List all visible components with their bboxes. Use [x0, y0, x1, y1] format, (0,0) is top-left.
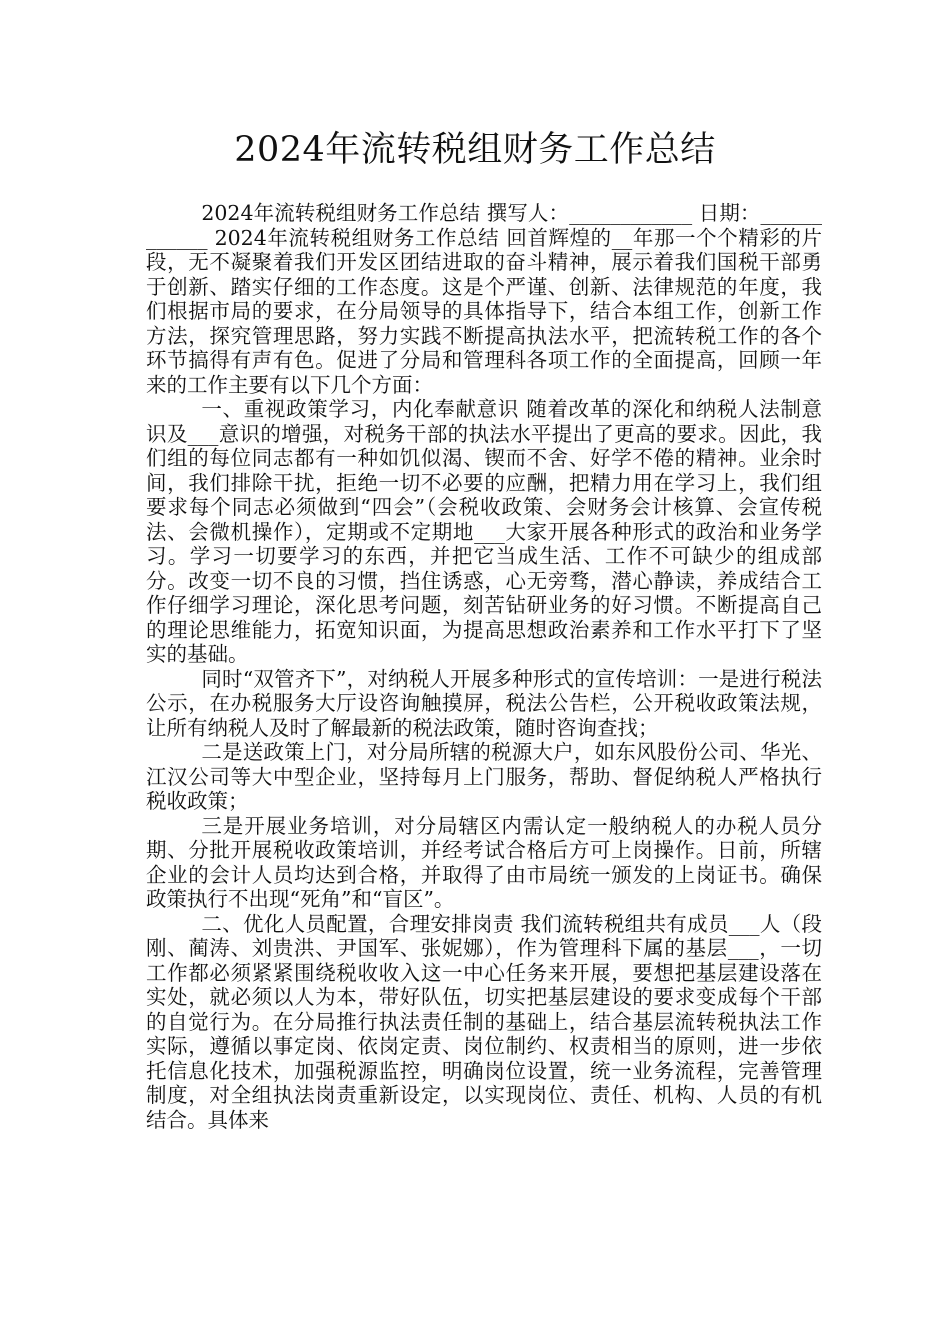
paragraph-policy-delivery: 二是送政策上门，对分局所辖的税源大户，如东风股份公司、华光、江汉公司等大中型企业，坚持每月上门服务，帮助、督促纳税人严格执行税收政策；	[146, 740, 822, 813]
document-body	[146, 201, 822, 1132]
paragraph-section-two: 二、优化人员配置，合理安排岗责 我们流转税组共有成员___人（段刚、蔺涛、刘贵洪、尹国军、张妮娜），作为管理科下属的基层___，一切工作都必须紧紧围绕税收收入这一中心任务来开展，要想把基层建设落在实处，就必须以人为本，带好队伍，切实把基层建设的要求变成每个干部的自觉行为。在分局推行执法责任制的基础上，结合基层流转税执法工作实际，遵循以事定岗、依岗定责、岗位制约、权责相当的原则，进一步依托信息化技术，加强税源监控，明确岗位设置，统一业务流程，完善管理制度，对全组执法岗责重新设定，以实现岗位、责任、机构、人员的有机结合。具体来	[146, 911, 822, 1132]
paragraph-intro: 2024年流转税组财务工作总结 撰写人：____________ 日期：____________ 2024年流转税组财务工作总结 回首辉煌的__年那一个个精彩的片段，无不凝聚着我们开发区团结进取的奋斗精神，展示着我们国税干部勇于创新、踏实仔细的工作态度。这是个严谨、创新、法律规范的年度，我们根据市局的要求，在分局领导的具体指导下，结合本组工作，创新工作方法，探究管理思路，努力实践不断提高执法水平，把流转税工作的各个环节搞得有声有色。促进了分局和管理科各项工作的全面提高，回顾一年来的工作主要有以下几个方面：	[146, 201, 822, 397]
paragraph-training: 三是开展业务培训，对分局辖区内需认定一般纳税人的办税人员分期、分批开展税收政策培训，并经考试合格后方可上岗操作。日前，所辖企业的会计人员均达到合格，并取得了由市局统一颁发的上岗证书。确保政策执行不出现“死角”和“盲区”。	[146, 813, 822, 911]
document-title: 2024年流转税组财务工作总结	[234, 130, 716, 170]
paragraph-propaganda: 同时“双管齐下”，对纳税人开展多种形式的宣传培训：一是进行税法公示，在办税服务大厅设咨询触摸屏，税法公告栏，公开税收政策法规，让所有纳税人及时了解最新的税法政策，随时咨询查找；	[146, 666, 822, 740]
paragraph-section-one: 一、重视政策学习，内化奉献意识 随着改革的深化和纳税人法制意识及___意识的增强，对税务干部的执法水平提出了更高的要求。因此，我们组的每位同志都有一种如饥似渴、锲而不舍、好学不倦的精神。业余时间，我们排除干扰，拒绝一切不必要的应酬，把精力用在学习上，我们组要求每个同志必须做到“四会”（会税收政策、会财务会计核算、会宣传税法、会微机操作），定期或不定期地___大家开展各种形式的政治和业务学习。学习一切要学习的东西，并把它当成生活、工作不可缺少的组成部分。改变一切不良的习惯，挡住诱惑，心无旁骛，潜心静读，养成结合工作仔细学习理论，深化思考问题，刻苦钻研业务的好习惯。不断提高自己的理论思维能力，拓宽知识面，为提高思想政治素养和工作水平打下了坚实的基础。	[146, 397, 822, 666]
